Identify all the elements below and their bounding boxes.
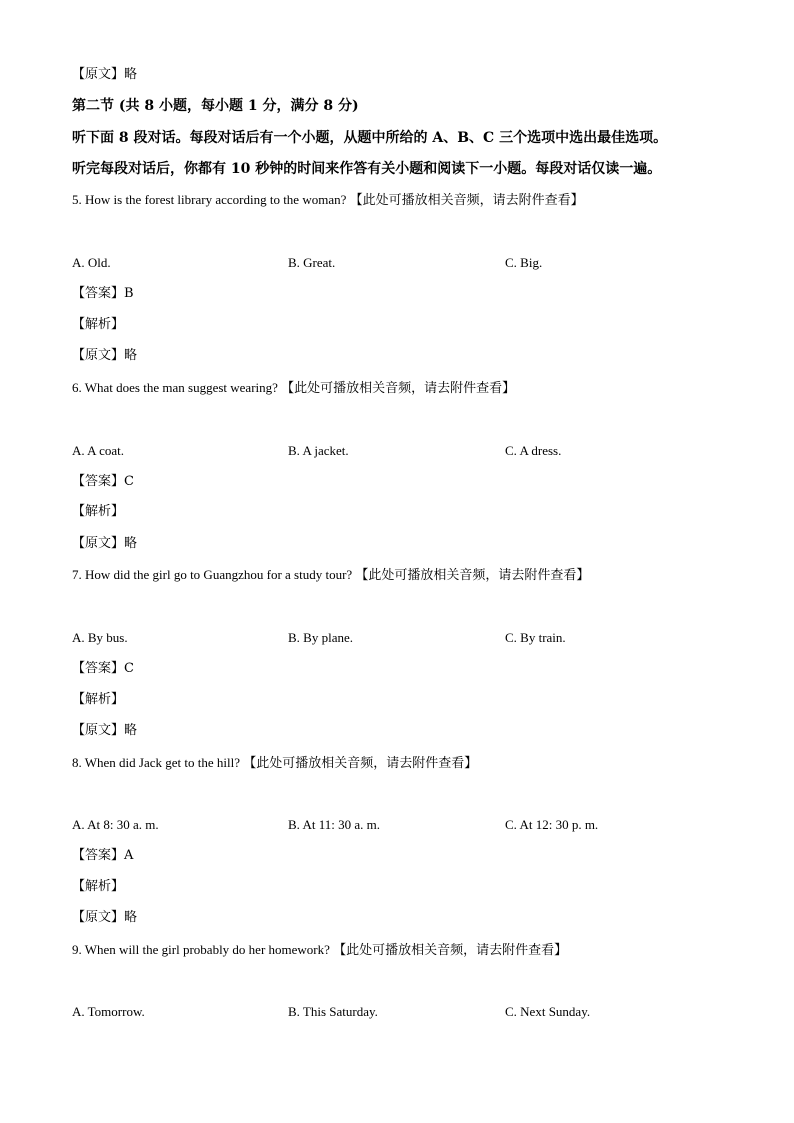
- instruction-line-2: 听完每段对话后，你都有 10 秒钟的时间来作答有关小题和阅读下一小题。每段对话仅读一遍。: [72, 161, 662, 177]
- original-text-label: 【原文】略: [72, 910, 138, 925]
- original-text-label: 【原文】略: [72, 723, 138, 738]
- option-c: C. Big.: [505, 255, 543, 270]
- option-a: A. Old.: [72, 255, 111, 270]
- option-a: A. By bus.: [72, 630, 128, 645]
- instruction-line-1: 听下面 8 段对话。每段对话后有一个小题，从题中所给的 A、B、C 三个选项中选出最佳选项。: [72, 130, 668, 146]
- question-stem: 6. What does the man suggest wearing? 【此处可播放相关音频，请去附件查看】: [72, 380, 516, 395]
- option-c: C. Next Sunday.: [505, 1004, 591, 1019]
- option-b: B. This Saturday.: [288, 1004, 378, 1019]
- analysis-label: 【解析】: [72, 692, 125, 707]
- question-options: [72, 442, 732, 460]
- original-text-label: 【原文】略: [72, 348, 138, 363]
- question-stem: 9. When will the girl probably do her homework? 【此处可播放相关音频，请去附件查看】: [72, 942, 568, 957]
- analysis-label: 【解析】: [72, 504, 125, 519]
- original-text-label: 【原文】略: [72, 67, 138, 82]
- question-stem: 5. How is the forest library according to the woman? 【此处可播放相关音频，请去附件查看】: [72, 192, 584, 207]
- option-b: B. Great.: [288, 255, 336, 270]
- answer-label: 【答案】C: [72, 661, 134, 676]
- answer-label: 【答案】C: [72, 474, 134, 489]
- option-b: B. A jacket.: [288, 443, 349, 458]
- question-options: [72, 629, 732, 647]
- question-options: [72, 254, 732, 272]
- section-title: 第二节 (共 8 小题，每小题 1 分，满分 8 分): [72, 98, 359, 114]
- option-c: C. A dress.: [505, 443, 562, 458]
- option-b: B. By plane.: [288, 630, 353, 645]
- option-b: B. At 11: 30 a. m.: [288, 817, 380, 832]
- option-c: C. By train.: [505, 630, 566, 645]
- question-options: [72, 1003, 732, 1021]
- analysis-label: 【解析】: [72, 317, 125, 332]
- original-text-label: 【原文】略: [72, 536, 138, 551]
- question-options: [72, 816, 732, 834]
- analysis-label: 【解析】: [72, 879, 125, 894]
- option-a: A. A coat.: [72, 443, 124, 458]
- answer-label: 【答案】A: [72, 848, 134, 863]
- answer-label: 【答案】B: [72, 286, 134, 301]
- option-a: A. At 8: 30 a. m.: [72, 817, 159, 832]
- option-c: C. At 12: 30 p. m.: [505, 817, 599, 832]
- question-stem: 8. When did Jack get to the hill? 【此处可播放相关音频，请去附件查看】: [72, 755, 478, 770]
- option-a: A. Tomorrow.: [72, 1004, 145, 1019]
- question-stem: 7. How did the girl go to Guangzhou for a study tour? 【此处可播放相关音频，请去附件查看】: [72, 567, 590, 582]
